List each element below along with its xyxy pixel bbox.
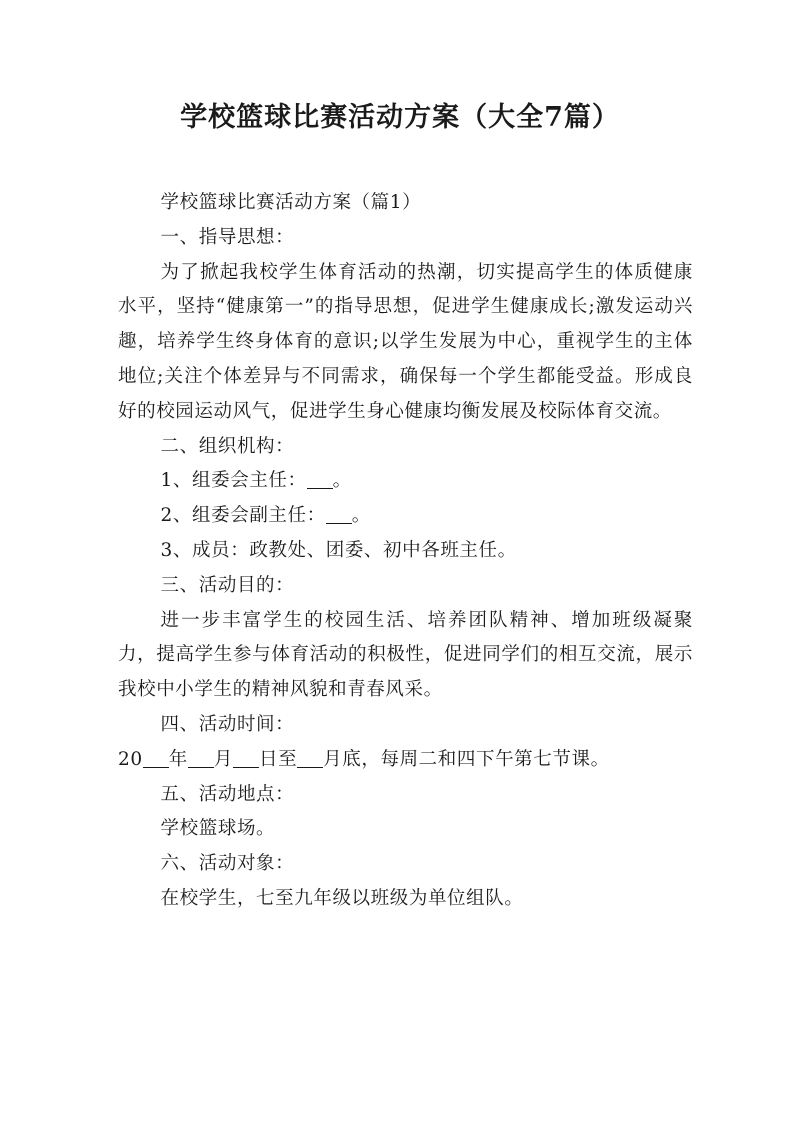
- target-heading: 六、活动对象：: [160, 853, 295, 875]
- org-item-members: 3、成员：政教处、团委、初中各班主任。: [160, 539, 517, 561]
- year-blank: [143, 748, 169, 768]
- place-heading: 五、活动地点：: [160, 783, 295, 805]
- purpose-heading: 三、活动目的：: [160, 574, 295, 596]
- end-month-blank: [297, 748, 323, 768]
- target-paragraph: 在校学生，七至九年级以班级为单位组队。: [160, 887, 524, 909]
- deputy-blank: [326, 504, 352, 524]
- director-blank: [307, 470, 333, 490]
- place-paragraph: 学校篮球场。: [160, 818, 276, 840]
- document-body: [118, 186, 693, 917]
- time-year-prefix: 20: [118, 748, 143, 770]
- day-blank: [233, 748, 259, 768]
- time-month: 月: [213, 748, 233, 770]
- org-item-deputy: [118, 499, 693, 534]
- document-title: 学校篮球比赛活动方案（大全7篇）: [180, 102, 620, 133]
- org-item-director: [118, 464, 693, 499]
- time-year: 年: [168, 748, 188, 770]
- section-subtitle: 学校篮球比赛活动方案（篇1）: [160, 192, 422, 213]
- guiding-paragraph: 为了掀起我校学生体育活动的热潮，切实提高学生的体质健康水平，坚持“健康第一”的指导思想，促进学生健康成长;激发运动兴趣，培养学生终身体育的意识;以学生发展为中心，重视学生的主体地位;关注个体差异与不同需求，确保每一个学生都能受益。形成良好的校园运动风气，促进学生身心健康均衡发展及校际体育交流。: [118, 261, 693, 422]
- org-item-director-end: 。: [332, 470, 352, 492]
- org-item-director-label: 1、组委会主任：: [160, 470, 307, 492]
- month-blank: [188, 748, 214, 768]
- time-paragraph: [118, 743, 693, 778]
- org-item-deputy-label: 2、组委会副主任：: [160, 505, 326, 527]
- org-heading: 二、组织机构：: [160, 435, 295, 457]
- time-rest: 月底，每周二和四下午第七节课。: [323, 748, 610, 770]
- time-heading: 四、活动时间：: [160, 713, 295, 735]
- guiding-heading: 一、指导思想：: [160, 226, 295, 248]
- time-day-to: 日至: [258, 748, 298, 770]
- purpose-paragraph: 进一步丰富学生的校园生活、培养团队精神、增加班级凝聚力，提高学生参与体育活动的积极性，促进同学们的相互交流，展示我校中小学生的精神风貌和青春风采。: [118, 609, 693, 701]
- org-item-deputy-end: 。: [351, 505, 371, 527]
